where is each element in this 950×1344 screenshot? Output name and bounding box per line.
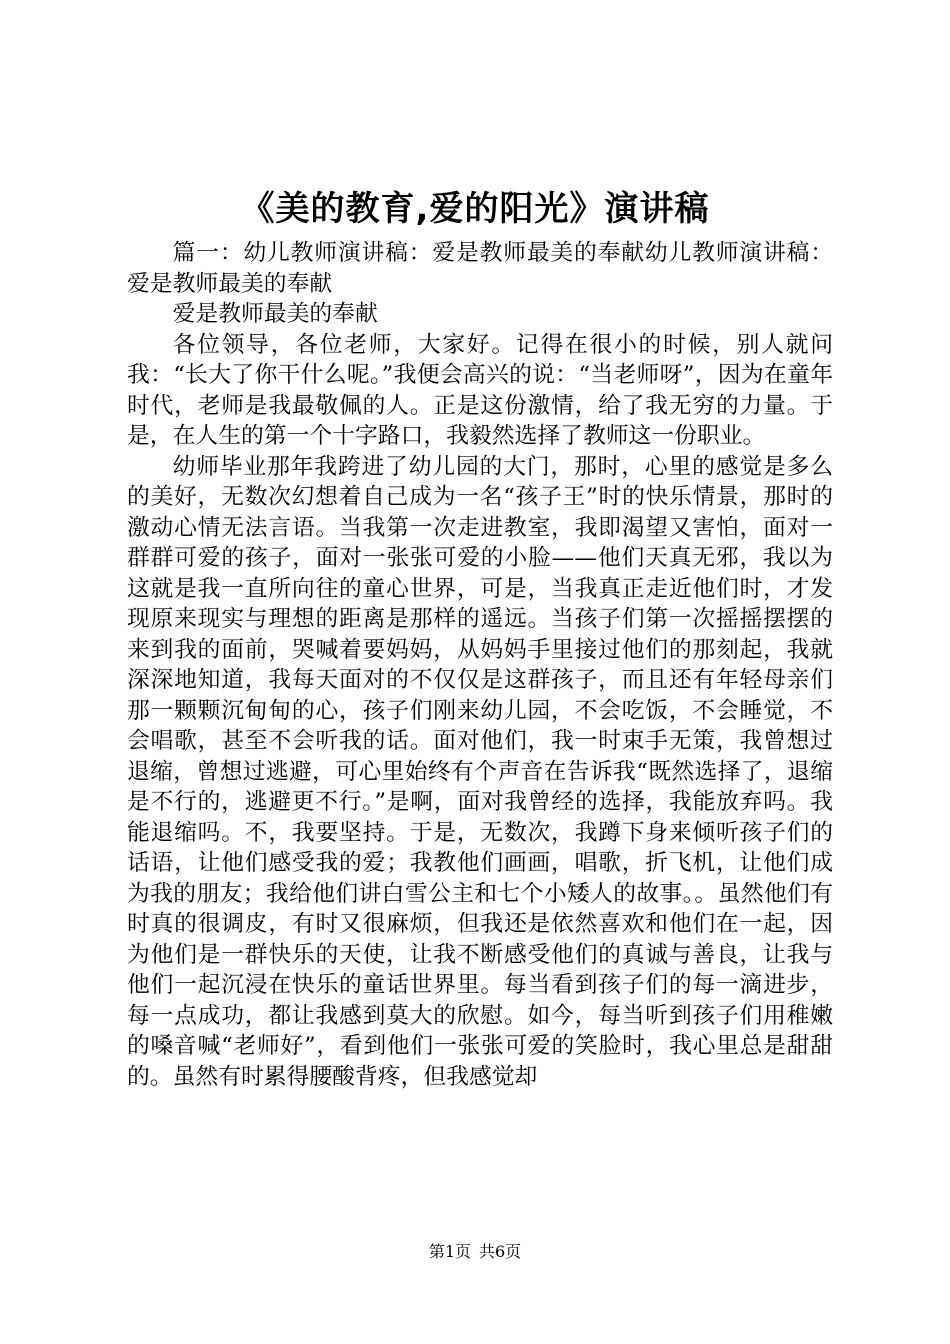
document-body [127, 238, 833, 1092]
document-title: 《美的教育,爱的阳光》演讲稿 [240, 189, 710, 229]
paragraph-main: 幼师毕业那年我跨进了幼儿园的大门，那时，心里的感觉是多么的美好，无数次幻想着自己成为一名“孩子王”时的快乐情景，那时的激动心情无法言语。当我第一次走进教室，我即渴望又害怕，面对一群群可爱的孩子，面对一张张可爱的小脸——他们天真无邪，我以为这就是我一直所向往的童心世界，可是，当我真正走近他们时，才发现原来现实与理想的距离是那样的遥远。当孩子们第一次摇摇摆摆的来到我的面前，哭喊着要妈妈，从妈妈手里接过他们的那刻起，我就深深地知道，我每天面对的不仅仅是这群孩子，而且还有年轻母亲们那一颗颗沉甸甸的心，孩子们刚来幼儿园，不会吃饭，不会睡觉，不会唱歌，甚至不会听我的话。面对他们，我一时束手无策，我曾想过退缩，曾想过逃避，可心里始终有个声音在告诉我“既然选择了，退缩是不行的，逃避更不行。”是啊，面对我曾经的选择，我能放弃吗。我能退缩吗。不，我要坚持。于是，无数次，我蹲下身来倾听孩子们的话语，让他们感受我的爱；我教他们画画，唱歌，折飞机，让他们成为我的朋友；我给他们讲白雪公主和七个小矮人的故事。。虽然他们有时真的很调皮，有时又很麻烦，但我还是依然喜欢和他们在一起，因为他们是一群快乐的天使，让我不断感受他们的真诚与善良，让我与他们一起沉浸在快乐的童话世界里。每当看到孩子们的每一滴进步，每一点成功，都让我感到莫大的欣慰。如今，每当听到孩子们用稚嫩的嗓音喊“老师好”，看到他们一张张可爱的笑脸时，我心里总是甜甜的。虽然有时累得腰酸背疼，但我感觉却 [127, 453, 833, 1090]
paragraph-intro: 各位领导，各位老师，大家好。记得在很小的时候，别人就问我：“长大了你干什么呢。”我便会高兴的说：“当老师呀”，因为在童年时代，老师是我最敬佩的人。正是这份激情，给了我无穷的力量。于是，在人生的第一个十字路口，我毅然选择了教师这一份职业。 [127, 331, 833, 449]
paragraph-heading-line: 篇一：幼儿教师演讲稿：爱是教师最美的奉献幼儿教师演讲稿：爱是教师最美的奉献 [127, 240, 833, 297]
page-footer [0, 1242, 950, 1262]
paragraph-subtitle: 爱是教师最美的奉献 [172, 301, 378, 327]
page-number: 第1页 [428, 1242, 471, 1261]
page-total: 共6页 [479, 1242, 522, 1261]
